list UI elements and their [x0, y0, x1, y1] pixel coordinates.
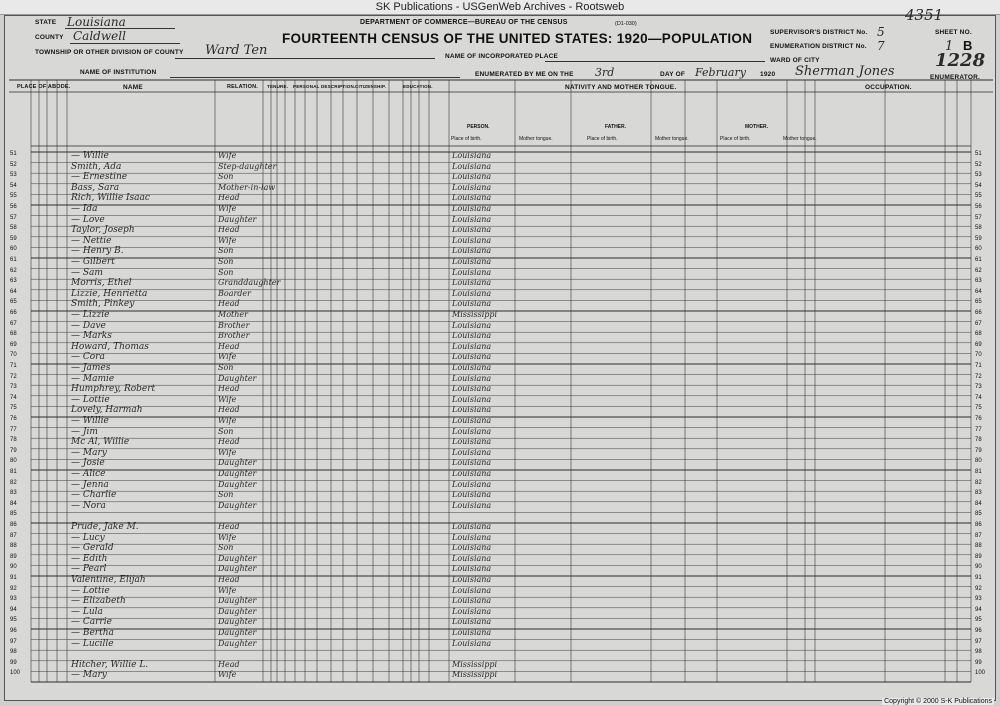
person-name: — Pearl [71, 564, 107, 575]
line-number-left: 95 [10, 617, 17, 624]
enumerated-month: February [695, 66, 746, 79]
person-birthplace: Mississippi [452, 659, 498, 669]
person-name: Lovely, Harmah [71, 405, 143, 416]
relation: Brother [218, 331, 250, 341]
person-name: Prude, Jake M. [71, 522, 139, 532]
line-number-left: 94 [10, 606, 17, 613]
relation: Step-daughter [218, 161, 277, 171]
incorporated-label: NAME OF INCORPORATED PLACE [445, 53, 559, 60]
relation: Wife [218, 585, 237, 595]
person-name: Bass, Sara [71, 182, 120, 193]
relation: Son [218, 426, 234, 436]
section-name: NAME [123, 84, 143, 91]
relation: Daughter [218, 564, 257, 574]
section-relation: RELATION. [227, 84, 259, 90]
person-name: — James [71, 363, 111, 373]
relation: Daughter [218, 458, 257, 468]
relation: Son [218, 267, 234, 277]
person-birthplace: Louisiana [452, 246, 492, 256]
relation: Son [218, 246, 234, 256]
person-name: — Lizzie [71, 310, 110, 320]
line-number-right: 92 [975, 585, 982, 592]
line-number-right: 54 [975, 182, 982, 189]
line-number-left: 82 [10, 479, 17, 486]
line-number-right: 95 [975, 617, 982, 624]
line-number-left: 87 [10, 532, 17, 539]
line-number-right: 81 [975, 469, 982, 475]
line-number-left: 58 [10, 225, 17, 232]
section-education: EDUCATION. [403, 84, 433, 89]
line-number-right: 56 [975, 204, 982, 210]
line-number-right: 76 [975, 416, 982, 422]
line-number-right: 88 [975, 543, 982, 550]
relation: Daughter [218, 214, 257, 224]
line-number-left: 67 [10, 320, 17, 327]
person-birthplace: Louisiana [452, 564, 492, 574]
relation: Daughter [218, 373, 257, 383]
person-name: — Mamie [71, 373, 115, 384]
sheet-label: SHEET NO. [935, 29, 972, 36]
form-grid [5, 16, 997, 702]
person-name: Humphrey, Robert [71, 384, 156, 395]
relation: Son [218, 490, 234, 500]
person-name: — Sam [71, 267, 103, 278]
line-number-left: 98 [10, 649, 17, 656]
person-name: Smith, Pinkey [71, 299, 135, 310]
township-value: Ward Ten [205, 43, 268, 58]
person-name: — Lucy [71, 532, 105, 543]
line-number-left: 79 [10, 447, 17, 454]
relation: Wife [218, 447, 237, 457]
father-tongue-header: Mother tongue. [655, 136, 689, 142]
person-name: — Charlie [71, 490, 117, 501]
person-name: — Willie [71, 151, 109, 161]
line-number-right: 59 [975, 235, 982, 242]
person-birthplace: Louisiana [452, 596, 492, 606]
line-number-right: 71 [975, 363, 982, 369]
person-birthplace: Louisiana [452, 288, 492, 298]
person-name: — Lucille [71, 638, 114, 649]
person-birthplace: Louisiana [452, 363, 492, 372]
line-number-left: 88 [10, 543, 17, 550]
person-birthplace: Louisiana [452, 235, 492, 245]
line-number-right: 82 [975, 479, 982, 486]
state-label: STATE [35, 19, 57, 26]
person-birthplace: Louisiana [452, 458, 492, 468]
relation: Daughter [218, 469, 257, 478]
person-birthplace: Louisiana [452, 331, 492, 341]
person-name: — Henry B. [71, 246, 124, 257]
relation: Daughter [218, 628, 257, 637]
mother-tongue-header: Mother tongue. [783, 136, 817, 142]
line-number-right: 84 [975, 500, 982, 507]
line-number-left: 62 [10, 267, 17, 274]
person-name: Lizzie, Henrietta [71, 288, 148, 299]
enumerator-value: Sherman Jones [795, 64, 895, 79]
relation: Head [218, 437, 240, 447]
enumerated-label: ENUMERATED BY ME ON THE [475, 71, 574, 78]
line-number-left: 51 [10, 151, 17, 157]
line-number-left: 72 [10, 373, 17, 380]
line-number-right: 53 [975, 172, 982, 179]
person-name: Smith, Ada [71, 161, 122, 172]
relation: Daughter [218, 596, 257, 606]
line-number-left: 68 [10, 331, 17, 338]
person-name: — Cora [71, 352, 105, 363]
person-birthplace: Louisiana [452, 490, 492, 500]
person-name: — Nora [71, 500, 106, 511]
ward-label: WARD OF CITY [770, 57, 820, 64]
county-label: COUNTY [35, 34, 64, 41]
line-number-left: 70 [10, 352, 17, 359]
line-number-left: 65 [10, 299, 17, 306]
line-number-right: 91 [975, 575, 982, 581]
line-number-right: 77 [975, 426, 982, 433]
line-number-right: 72 [975, 373, 982, 380]
line-number-right: 97 [975, 638, 982, 645]
person-birthplace: Louisiana [452, 193, 492, 203]
line-number-right: 98 [975, 649, 982, 656]
relation: Wife [218, 416, 237, 425]
line-number-left: 54 [10, 182, 17, 189]
section-occupation: OCCUPATION. [865, 84, 912, 91]
person-birthplace: Louisiana [452, 585, 492, 595]
window-title: SK Publications - USGenWeb Archives - Rootsweb [0, 0, 1000, 15]
line-number-left: 81 [10, 469, 17, 475]
subheader-mother: MOTHER. [745, 124, 769, 130]
line-number-left: 63 [10, 278, 17, 285]
county-value: Caldwell [73, 29, 126, 43]
father-birthplace-header: Place of birth. [587, 136, 618, 142]
form-number: (D1-030) [615, 21, 637, 27]
person-birthplace: Louisiana [452, 500, 492, 510]
state-value: Louisiana [67, 15, 126, 29]
line-number-left: 60 [10, 246, 17, 253]
line-number-left: 53 [10, 172, 17, 179]
relation: Daughter [218, 617, 257, 627]
relation: Daughter [218, 606, 257, 616]
line-number-left: 93 [10, 596, 17, 603]
line-number-left: 78 [10, 437, 17, 444]
person-birthplace: Louisiana [452, 437, 492, 447]
person-name: — Carrie [71, 617, 112, 628]
line-number-left: 66 [10, 310, 17, 316]
person-birthplace: Louisiana [452, 151, 492, 160]
line-number-left: 59 [10, 235, 17, 242]
line-number-left: 55 [10, 193, 17, 200]
day-of-label: DAY OF [660, 71, 686, 78]
census-year: 1920 [760, 71, 776, 78]
line-number-right: 52 [975, 161, 982, 168]
person-name: — Mary [71, 670, 107, 681]
relation: Wife [218, 532, 237, 542]
line-number-left: 64 [10, 288, 17, 295]
line-number-left: 75 [10, 405, 17, 412]
relation: Wife [218, 394, 237, 404]
relation: Son [218, 257, 234, 266]
section-tenure: TENURE. [267, 84, 289, 89]
person-birthplace: Louisiana [452, 384, 492, 394]
line-number-right: 60 [975, 246, 982, 253]
person-birthplace: Louisiana [452, 617, 492, 627]
relation: Wife [218, 235, 237, 245]
person-tongue-header: Mother tongue. [519, 136, 553, 142]
relation: Wife [218, 352, 237, 362]
line-number-left: 92 [10, 585, 17, 592]
relation: Mother-in-law [218, 182, 276, 192]
relation: Wife [218, 151, 237, 160]
section-place-of-abode: PLACE OF ABODE. [17, 84, 71, 90]
subheader-person: PERSON. [467, 124, 490, 130]
person-name: — Lula [71, 606, 103, 617]
relation: Daughter [218, 479, 257, 489]
line-number-left: 97 [10, 638, 17, 645]
person-birthplace: Louisiana [452, 447, 492, 457]
relation: Head [218, 522, 240, 531]
person-name: — Nettie [71, 235, 112, 246]
relation: Head [218, 575, 240, 584]
line-number-left: 77 [10, 426, 17, 433]
line-number-left: 99 [10, 659, 17, 666]
person-birthplace: Louisiana [452, 320, 492, 330]
person-birthplace: Louisiana [452, 394, 492, 404]
person-name: — Jim [71, 426, 98, 437]
person-birthplace: Louisiana [452, 161, 492, 171]
line-number-right: 73 [975, 384, 982, 391]
line-number-left: 85 [10, 511, 17, 518]
person-birthplace-header: Place of birth. [451, 136, 482, 142]
person-birthplace: Louisiana [452, 479, 492, 489]
person-birthplace: Mississippi [452, 670, 498, 680]
line-number-right: 67 [975, 320, 982, 327]
line-number-left: 73 [10, 384, 17, 391]
line-number-right: 75 [975, 405, 982, 412]
line-number-left: 57 [10, 214, 17, 221]
line-number-right: 55 [975, 193, 982, 200]
line-number-right: 100 [975, 670, 986, 677]
relation: Boarder [218, 288, 251, 298]
relation: Brother [218, 320, 250, 330]
person-birthplace: Louisiana [452, 553, 492, 563]
relation: Wife [218, 204, 237, 213]
institution-label: NAME OF INSTITUTION [80, 69, 157, 76]
relation: Daughter [218, 500, 257, 510]
relation: Son [218, 363, 234, 372]
line-number-right: 89 [975, 553, 982, 560]
person-name: — Love [71, 214, 105, 225]
enum-district-value: 7 [877, 39, 885, 53]
person-name: Taylor, Joseph [71, 225, 135, 236]
person-birthplace: Louisiana [452, 278, 492, 288]
line-number-right: 87 [975, 532, 982, 539]
person-birthplace: Louisiana [452, 543, 492, 553]
person-birthplace: Louisiana [452, 204, 492, 213]
line-number-left: 86 [10, 522, 17, 528]
person-birthplace: Louisiana [452, 426, 492, 436]
person-birthplace: Louisiana [452, 225, 492, 235]
line-number-right: 65 [975, 299, 982, 306]
relation: Head [218, 193, 240, 203]
person-birthplace: Louisiana [452, 522, 492, 531]
line-number-right: 74 [975, 394, 982, 401]
line-number-right: 51 [975, 151, 982, 157]
line-number-left: 52 [10, 161, 17, 168]
person-name: — Mary [71, 447, 107, 458]
stamp-number: 1228 [935, 50, 986, 71]
line-number-left: 91 [10, 575, 17, 581]
line-number-left: 71 [10, 363, 17, 369]
relation: Head [218, 384, 240, 394]
section-nativity: NATIVITY AND MOTHER TONGUE. [565, 84, 677, 91]
person-birthplace: Louisiana [452, 638, 492, 648]
person-birthplace: Louisiana [452, 532, 492, 542]
person-name: — Lottie [71, 585, 110, 596]
person-name: Mc Al, Willie [71, 437, 130, 448]
person-name: — Jenna [71, 479, 109, 490]
line-number-left: 96 [10, 628, 17, 634]
line-number-left: 76 [10, 416, 17, 422]
sheet-value: 1 [945, 39, 954, 54]
person-birthplace: Louisiana [452, 341, 492, 351]
relation: Head [218, 341, 240, 351]
person-name: Howard, Thomas [71, 341, 149, 352]
person-name: — Lottie [71, 394, 110, 405]
copyright-notice: Copyright © 2000 S-K Publications [884, 698, 992, 705]
line-number-left: 69 [10, 341, 17, 348]
line-number-left: 61 [10, 257, 17, 263]
person-birthplace: Louisiana [452, 172, 492, 182]
person-name: — Gerald [71, 543, 114, 554]
relation: Granddaughter [218, 278, 281, 288]
line-number-right: 90 [975, 564, 982, 571]
person-birthplace: Louisiana [452, 299, 492, 309]
line-number-right: 86 [975, 522, 982, 528]
person-birthplace: Mississippi [452, 310, 498, 319]
line-number-left: 80 [10, 458, 17, 465]
person-name: — Bertha [71, 628, 114, 638]
line-number-right: 63 [975, 278, 982, 285]
person-birthplace: Louisiana [452, 373, 492, 383]
person-birthplace: Louisiana [452, 416, 492, 425]
stamp-top: 4351 [905, 6, 944, 24]
dept-line: DEPARTMENT OF COMMERCE—BUREAU OF THE CENSUS [360, 19, 568, 26]
person-name: — Edith [71, 553, 108, 564]
line-number-left: 83 [10, 490, 17, 497]
person-name: — Josie [71, 458, 105, 469]
line-number-right: 78 [975, 437, 982, 444]
line-number-left: 90 [10, 564, 17, 571]
line-number-right: 68 [975, 331, 982, 338]
person-name: Valentine, Elijah [71, 575, 146, 585]
line-number-right: 70 [975, 352, 982, 359]
person-birthplace: Louisiana [452, 257, 492, 266]
relation: Head [218, 405, 240, 415]
person-birthplace: Louisiana [452, 267, 492, 277]
line-number-right: 85 [975, 511, 982, 518]
person-birthplace: Louisiana [452, 352, 492, 362]
line-number-left: 74 [10, 394, 17, 401]
line-number-right: 69 [975, 341, 982, 348]
line-number-right: 61 [975, 257, 982, 263]
mother-birthplace-header: Place of birth. [720, 136, 751, 142]
person-name: Hitcher, Willie L. [71, 659, 149, 670]
relation: Head [218, 299, 240, 309]
line-number-right: 58 [975, 225, 982, 232]
person-name: — Ida [71, 204, 98, 214]
enum-district-label: ENUMERATION DISTRICT No. [770, 43, 867, 50]
line-number-right: 57 [975, 214, 982, 221]
line-number-left: 84 [10, 500, 17, 507]
line-number-right: 80 [975, 458, 982, 465]
enumerated-day: 3rd [595, 66, 615, 79]
person-name: — Marks [71, 331, 112, 342]
line-number-right: 64 [975, 288, 982, 295]
relation: Son [218, 543, 234, 553]
line-number-right: 66 [975, 310, 982, 316]
section-citizenship: CITIZENSHIP. [355, 84, 387, 89]
line-number-right: 83 [975, 490, 982, 497]
person-birthplace: Louisiana [452, 405, 492, 415]
supervisor-value: 5 [877, 25, 885, 39]
relation: Wife [218, 670, 237, 680]
section-personal: PERSONAL DESCRIPTION. [293, 84, 356, 89]
person-name: — Dave [71, 320, 106, 331]
person-name: — Ernestine [71, 172, 128, 183]
line-number-left: 56 [10, 204, 17, 210]
person-name: Morris, Ethel [71, 278, 132, 289]
relation: Head [218, 659, 240, 669]
supervisor-label: SUPERVISOR'S DISTRICT No. [770, 29, 868, 36]
person-birthplace: Louisiana [452, 628, 492, 637]
line-number-right: 99 [975, 659, 982, 666]
enumerator-label: ENUMERATOR. [930, 74, 980, 81]
sheet-side: B [963, 38, 973, 53]
relation: Son [218, 172, 234, 182]
person-name: — Alice [71, 469, 106, 479]
relation: Mother [218, 310, 248, 319]
township-label: TOWNSHIP OR OTHER DIVISION OF COUNTY [35, 49, 184, 56]
line-number-right: 79 [975, 447, 982, 454]
line-number-right: 96 [975, 628, 982, 634]
line-number-right: 62 [975, 267, 982, 274]
person-birthplace: Louisiana [452, 214, 492, 224]
person-name: — Gilbert [71, 257, 115, 267]
person-birthplace: Louisiana [452, 469, 492, 478]
person-name: — Elizabeth [71, 596, 126, 607]
person-name: — Willie [71, 416, 109, 426]
relation: Head [218, 225, 240, 235]
line-number-left: 89 [10, 553, 17, 560]
census-title: FOURTEENTH CENSUS OF THE UNITED STATES: 1920—POPULATION [282, 31, 753, 46]
person-birthplace: Louisiana [452, 182, 492, 192]
person-birthplace: Louisiana [452, 606, 492, 616]
line-number-left: 100 [10, 670, 21, 677]
person-name: Rich, Willie Isaac [71, 193, 150, 204]
subheader-father: FATHER. [605, 124, 627, 130]
line-number-right: 94 [975, 606, 982, 613]
person-birthplace: Louisiana [452, 575, 492, 584]
relation: Daughter [218, 638, 257, 648]
relation: Daughter [218, 553, 257, 563]
line-number-right: 93 [975, 596, 982, 603]
